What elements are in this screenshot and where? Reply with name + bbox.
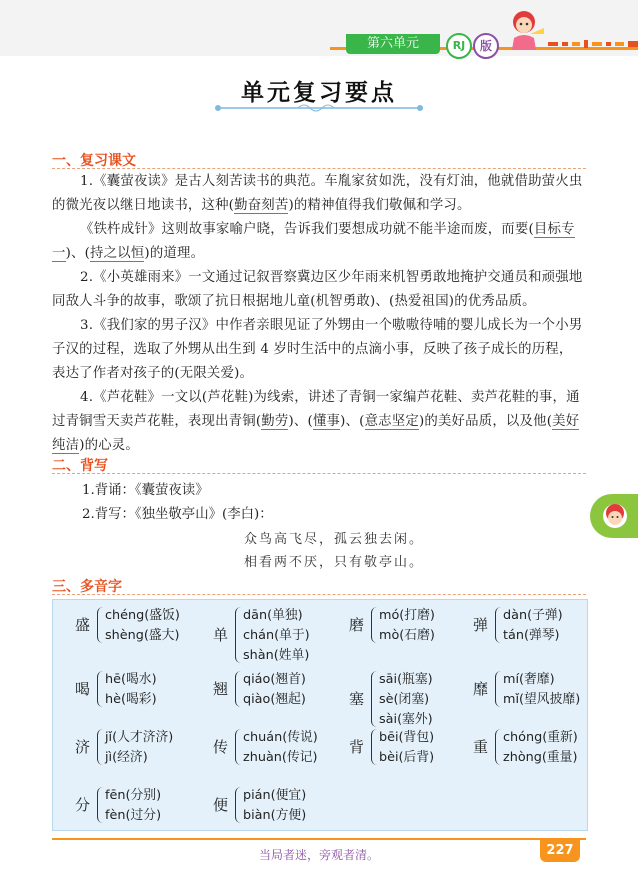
paragraph-yulai: 2.《小英雄雨来》一文通过记叙晋察冀边区少年雨来机智勇敢地掩护交通员和顽强地同敌人斗争的故事，歌颂了抗日根据地儿童(机智勇敢)、(热爱祖国)的优秀品质。 [52,270,583,309]
polyphone-char: 磨 [349,616,365,634]
polyphone-reading: sāi(瓶塞) [379,672,433,687]
polyphone-char: 弹 [473,616,489,634]
mascot-icon [500,8,548,52]
polyphone-reading: dān(单独) [243,608,303,623]
brace [235,787,241,823]
polyphone-reading: zhuàn(传记) [243,750,318,765]
brace [235,729,241,765]
side-tab [590,494,638,538]
brace [371,607,377,643]
polyphone-reading: mò(石磨) [379,628,435,643]
brace [495,729,501,765]
polyphone-reading: fèn(过分) [105,808,162,823]
section-title-recite: 二、背写 [52,458,108,474]
brace [97,787,103,823]
polyphone-reading: chuán(传说) [243,730,318,745]
polyphone-reading: tán(弹琴) [503,628,560,643]
polyphone-reading: hē(喝水) [105,672,157,687]
header-decoration [548,36,638,52]
polyphone-reading: chán(单于) [243,628,310,643]
polyphone-char: 分 [75,796,91,814]
recite-line-2: 2.背写：《独坐敬亭山》(李白)： [82,507,273,522]
page-title: 单元复习要点 [241,80,397,106]
paragraph-tiechu: 《铁杵成针》这则故事家喻户晓，告诉我们要想成功就不能半途而废，而要(目标专一)、(持之以恒)的道理。 [52,222,575,261]
polyphone-reading: mó(打磨) [379,608,435,623]
polyphone-reading: dàn(子弹) [503,608,563,623]
brace [97,729,103,765]
title-underline-decoration [208,101,430,115]
footer-line [52,838,586,840]
polyphone-char: 塞 [349,690,365,708]
brace [371,729,377,765]
polyphone-reading: sài(塞外) [379,712,433,727]
polyphone-reading: jǐ(人才济济) [105,730,174,745]
polyphone-reading: qiào(翘起) [243,692,306,707]
section-divider [52,473,586,475]
polyphone-reading: shàn(姓单) [243,648,310,663]
mascot-face-icon [600,501,630,531]
polyphone-reading: fēn(分别) [105,788,162,803]
paragraph-nangying: 1.《囊萤夜读》是古人刻苦读书的典范。车胤家贫如洗，没有灯油，他就借助萤火虫的微光夜以继日地读书，这种(勤奋刻苦)的精神值得我们敬佩和学习。 [52,174,583,213]
paragraph-luhuaxie: 4.《芦花鞋》一文以(芦花鞋)为线索，讲述了青铜一家编芦花鞋、卖芦花鞋的事，通过青铜雪天卖芦花鞋，表现出青铜(勤劳)、(懂事)、(意志坚定)的美好品质，以及他(美好纯洁)的心灵。 [52,390,580,453]
brace [97,607,103,643]
polyphone-reading: chéng(盛饭) [105,608,180,623]
polyphone-reading: qiáo(翘首) [243,672,306,687]
polyphone-table [52,599,588,831]
polyphone-char: 重 [473,738,489,756]
poem-line-2: 相看两不厌，只有敬亭山。 [244,555,425,570]
polyphone-char: 盛 [75,616,91,634]
polyphone-reading: shèng(盛大) [105,628,180,643]
polyphone-char: 便 [213,796,229,814]
polyphone-reading: zhòng(重量) [503,750,578,765]
unit-label: 第六单元 [346,34,440,54]
footer-motto: 当局者迷，旁观者清。 [258,848,379,862]
polyphone-reading: biàn(方便) [243,808,307,823]
polyphone-reading: pián(便宜) [243,788,307,803]
brace [371,671,377,727]
section-title-review: 一、复习课文 [52,153,136,169]
edition-badge: 版 [473,33,499,59]
brace [97,671,103,707]
polyphone-reading: chóng(重新) [503,730,578,745]
section-divider [52,594,586,596]
polyphone-char: 单 [213,626,229,644]
polyphone-char: 济 [75,738,91,756]
polyphone-char: 喝 [75,680,91,698]
polyphone-reading: mǐ(望风披靡) [503,692,581,707]
poem-line-1: 众鸟高飞尽，孤云独去闲。 [244,532,425,547]
polyphone-reading: bēi(背包) [379,730,435,745]
polyphone-char: 靡 [473,680,489,698]
page-number: 227 [540,840,580,862]
polyphone-char: 传 [213,738,229,756]
polyphone-reading: hè(喝彩) [105,692,157,707]
polyphone-reading: bèi(后背) [379,750,435,765]
brace [495,607,501,643]
recite-line-1: 1.背诵：《囊萤夜读》 [82,483,209,498]
rj-badge: RJ [446,33,472,59]
paragraph-nanzihan: 3.《我们家的男子汉》中作者亲眼见证了外甥由一个嗷嗷待哺的婴儿成长为一个小男子汉的过程，选取了外甥从出生到 4 岁时生活中的点滴小事，反映了孩子成长的历程，表达了作者对孩子的(无限关爱)。 [52,318,583,381]
brace [495,671,501,707]
polyphone-char: 背 [349,738,365,756]
brace [235,607,241,663]
polyphone-reading: sè(闭塞) [379,692,430,707]
section-title-polyphones: 三、多音字 [52,579,122,595]
polyphone-reading: jì(经济) [105,750,148,765]
polyphone-reading: mí(奢靡) [503,672,555,687]
brace [235,671,241,707]
polyphone-char: 翘 [213,680,229,698]
